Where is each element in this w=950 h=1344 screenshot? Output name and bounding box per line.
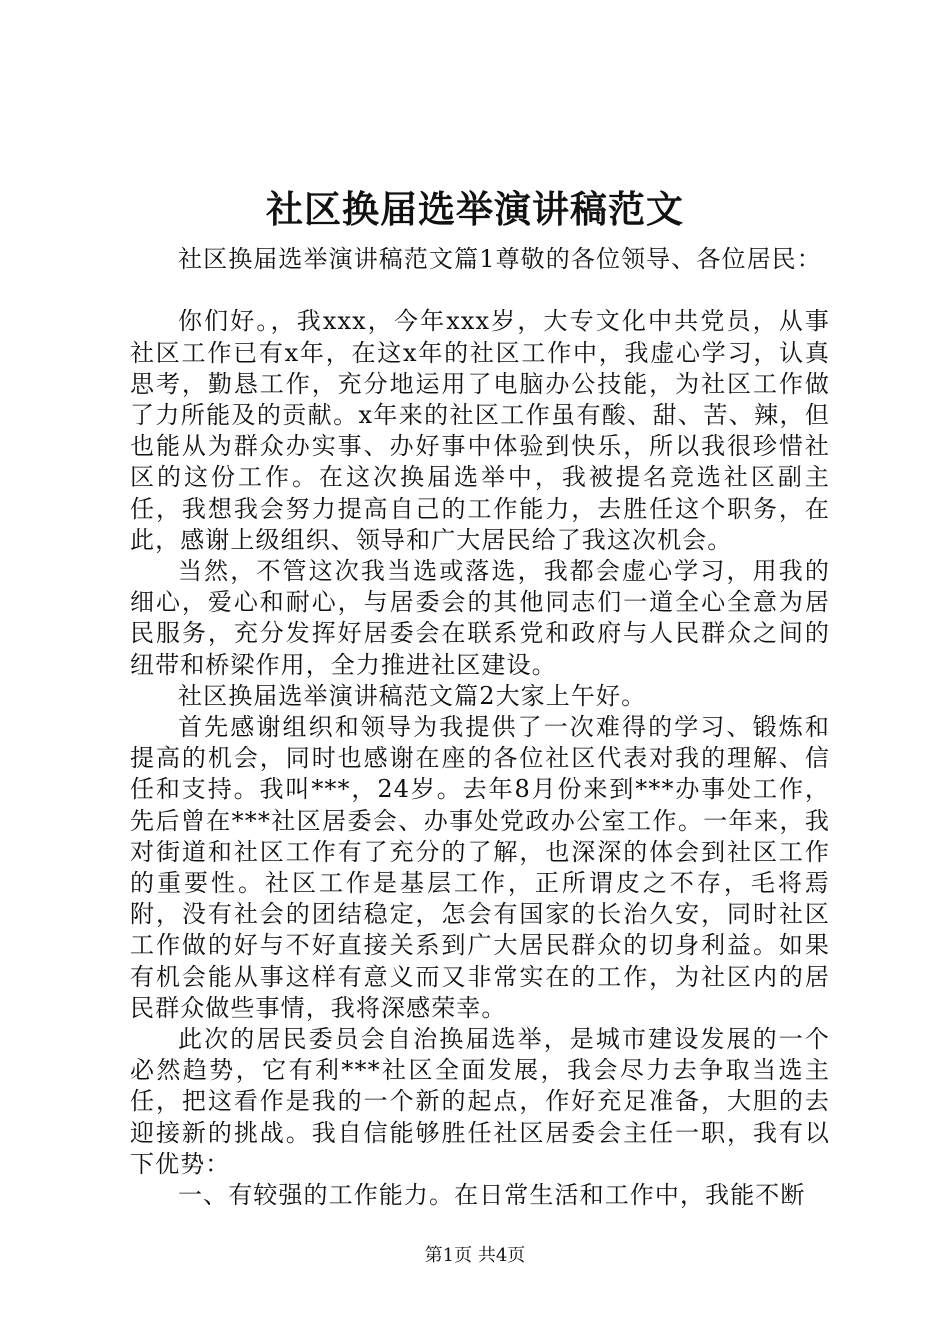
document-title: 社区换届选举演讲稿范文	[266, 187, 684, 231]
paragraph-3: 当然，不管这次我当选或落选，我都会虚心学习，用我的细心，爱心和耐心，与居委会的其他同志们一道全心全意为居民服务，充分发挥好居委会在联系党和政府与人民群众之间的纽带和桥梁作用，全力推进社区建设。	[130, 557, 830, 679]
paragraph-6: 此次的居民委员会自治换届选举，是城市建设发展的一个必然趋势，它有利***社区全面发展，我会尽力去争取当选主任，把这看作是我的一个新的起点，作好充足准备，大胆的去迎接新的挑战。我自信能够胜任社区居委会主任一职，我有以下优势：	[130, 1025, 830, 1178]
paragraph-1: 社区换届选举演讲稿范文篇1尊敬的各位领导、各位居民：	[178, 245, 822, 273]
paragraph-2: 你们好。，我xxx，今年xxx岁，大专文化中共党员，从事社区工作已有x年，在这x年的社区工作中，我虚心学习，认真思考，勤恳工作，充分地运用了电脑办公技能，为社区工作做了力所能及的贡献。x年来的社区工作虽有酸、甜、苦、辣，但也能从为群众办实事、办好事中体验到快乐，所以我很珍惜社区的这份工作。在这次换届选举中，我被提名竞选社区副主任，我想我会努力提高自己的工作能力，去胜任这个职务，在此，感谢上级组织、领导和广大居民给了我这次机会。	[130, 307, 830, 554]
paragraph-5: 首先感谢组织和领导为我提供了一次难得的学习、锻炼和提高的机会，同时也感谢在座的各位社区代表对我的理解、信任和支持。我叫***，24岁。去年8月份来到***办事处工作，先后曾在***社区居委会、办事处党政办公室工作。一年来，我对街道和社区工作有了充分的了解，也深深的体会到社区工作的重要性。社区工作是基层工作，正所谓皮之不存，毛将焉附，没有社会的团结稳定，怎会有国家的长治久安，同时社区工作做的好与不好直接关系到广大居民群众的切身利益。如果有机会能从事这样有意义而又非常实在的工作，为社区内的居民群众做些事情，我将深感荣幸。	[130, 713, 830, 1022]
page-footer: 第1页 共4页	[424, 1245, 526, 1266]
document-body	[130, 244, 830, 1211]
paragraph-7: 一、有较强的工作能力。在日常生活和工作中，我能不断	[178, 1181, 806, 1210]
paragraph-4: 社区换届选举演讲稿范文篇2大家上午好。	[178, 681, 647, 710]
